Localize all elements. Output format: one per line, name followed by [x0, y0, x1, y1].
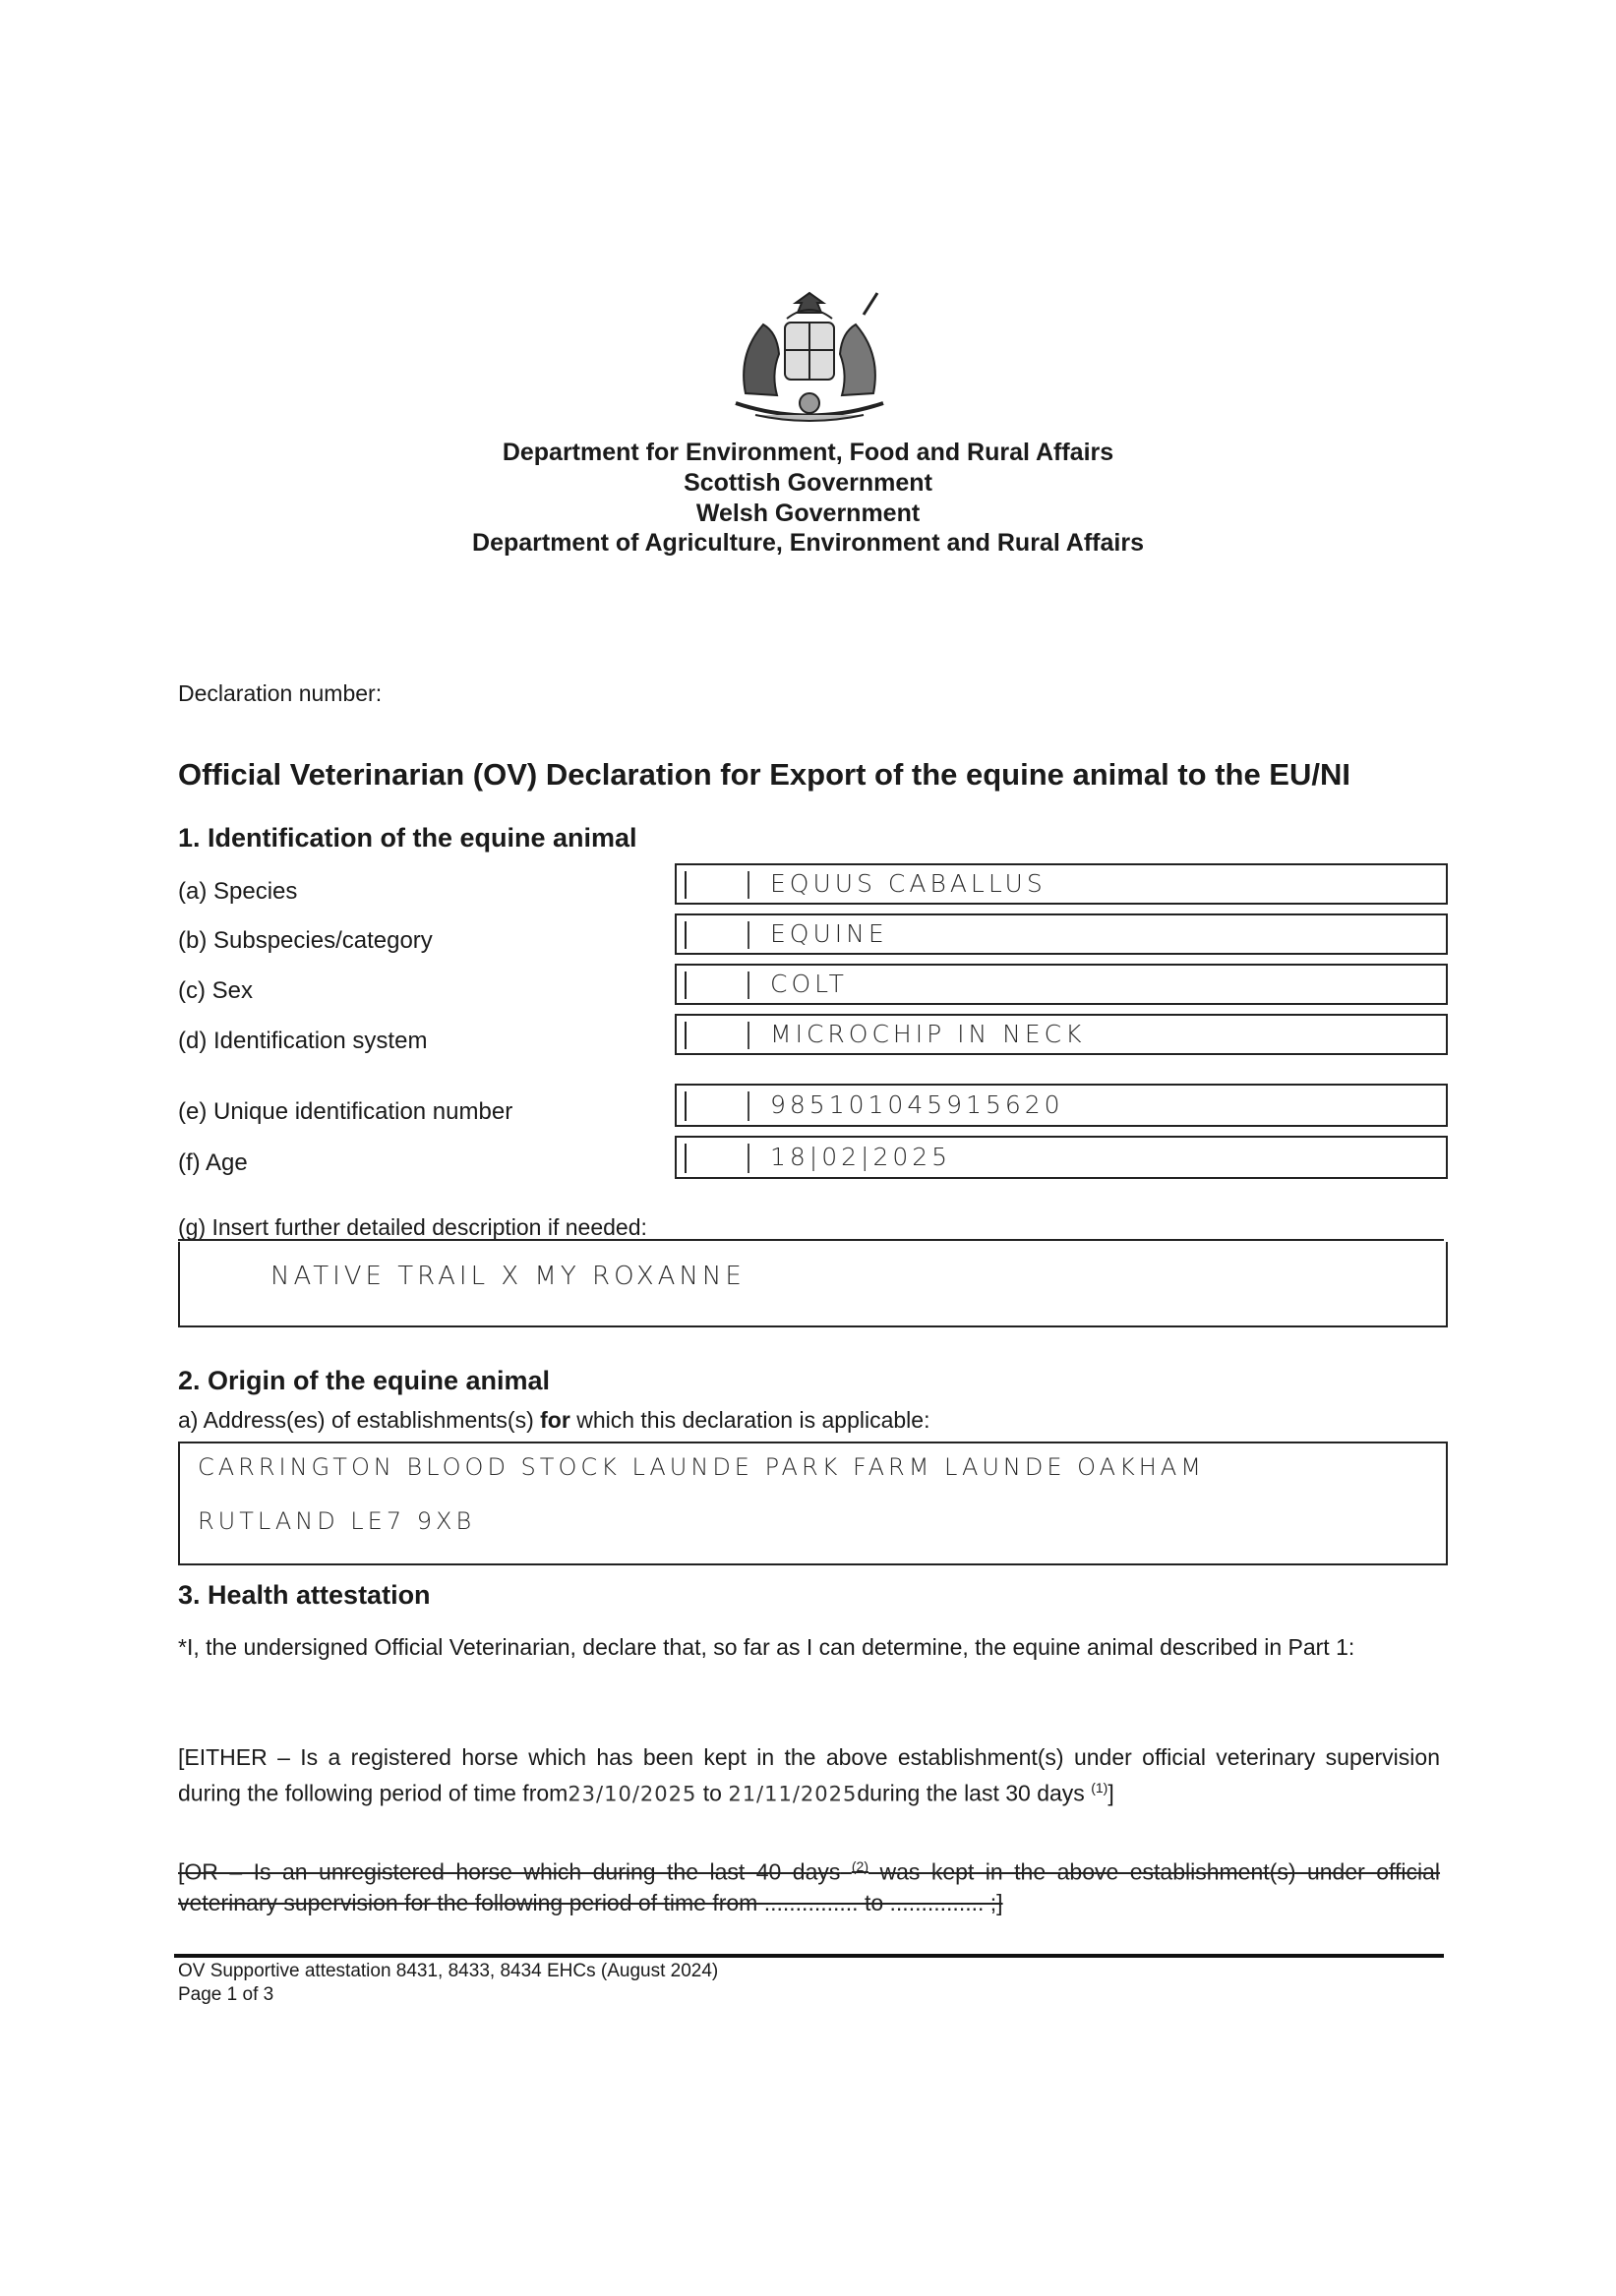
header-defra: Department for Environment, Food and Rural Affairs: [502, 439, 1114, 466]
footer-rule: [174, 1954, 1444, 1958]
period-from-value: 23/10/2025: [568, 1782, 697, 1806]
sex-field[interactable]: [675, 964, 1448, 1005]
subspecies-label: (b) Subspecies/category: [178, 927, 433, 954]
address-box[interactable]: [178, 1442, 1448, 1565]
sex-label: (c) Sex: [178, 977, 254, 1004]
header-welsh-gov: Welsh Government: [695, 500, 921, 527]
subspecies-field[interactable]: [675, 913, 1448, 955]
age-label: (f) Age: [178, 1149, 248, 1176]
royal-crest-logo: [716, 285, 903, 433]
species-field[interactable]: [675, 863, 1448, 905]
id-system-field[interactable]: [675, 1014, 1448, 1055]
section1-heading: 1. Identification of the equine animal: [178, 823, 637, 853]
further-description-rule: [178, 1239, 1444, 1241]
header-daera: Department of Agriculture, Environment and Rural Affairs: [472, 529, 1144, 557]
address-line-2: RUTLAND LE7 9XB: [198, 1507, 476, 1535]
section2-heading: 2. Origin of the equine animal: [178, 1366, 551, 1395]
footer-page-number: Page 1 of 3: [178, 1984, 274, 2005]
document-title: Official Veterinarian (OV) Declaration for Export of the equine animal to the EU/NI: [178, 757, 1350, 792]
address-line-1: CARRINGTON BLOOD STOCK LAUNDE PARK FARM LAUNDE OAKHAM: [198, 1453, 1205, 1481]
section3-heading: 3. Health attestation: [178, 1580, 431, 1610]
header-scottish-gov: Scottish Government: [684, 469, 932, 497]
uid-label: (e) Unique identification number: [178, 1098, 513, 1125]
further-description-value: NATIVE TRAIL X MY ROXANNE: [270, 1262, 746, 1291]
declaration-number-label: Declaration number:: [178, 680, 383, 706]
sex-value: COLT: [770, 970, 848, 998]
id-system-value: MICROCHIP IN NECK: [770, 1020, 1086, 1048]
uid-value: 985101045915620: [770, 1090, 1064, 1119]
or-clause-struck: [OR – Is an unregistered horse which during the last 40 days $^{(2)}$ was kept in the above establishment(s) under official veterinary supervision for the following period of time from ............... to ............... ;]: [178, 1858, 1441, 1915]
address-instructions: a) Address(es) of establishments(s) for which this declaration is applicable:: [178, 1407, 930, 1433]
either-clause: [EITHER – Is a registered horse which has been kept in the above establishment(s) under official veterinary supervision during the following period of time from23/10/2025 to 21/11/2025during the last 30 days $^{(1)}$]: [178, 1744, 1440, 1806]
age-value: 18|02|2025: [770, 1143, 952, 1171]
species-value: EQUUS CABALLUS: [770, 869, 1047, 898]
period-to-value: 21/11/2025: [728, 1782, 858, 1806]
uid-field[interactable]: [675, 1084, 1448, 1127]
id-system-label: (d) Identification system: [178, 1028, 428, 1054]
further-description-box[interactable]: [178, 1242, 1448, 1327]
footer-reference: OV Supportive attestation 8431, 8433, 8434 EHCs (August 2024): [178, 1961, 719, 1981]
subspecies-value: EQUINE: [770, 919, 888, 948]
species-label: (a) Species: [178, 878, 298, 905]
age-field[interactable]: [675, 1136, 1448, 1179]
health-intro: *I, the undersigned Official Veterinarian, declare that, so far as I can determine, the equine animal described in Part 1:: [178, 1634, 1355, 1660]
further-description-label: (g) Insert further detailed description if needed:: [178, 1214, 647, 1240]
